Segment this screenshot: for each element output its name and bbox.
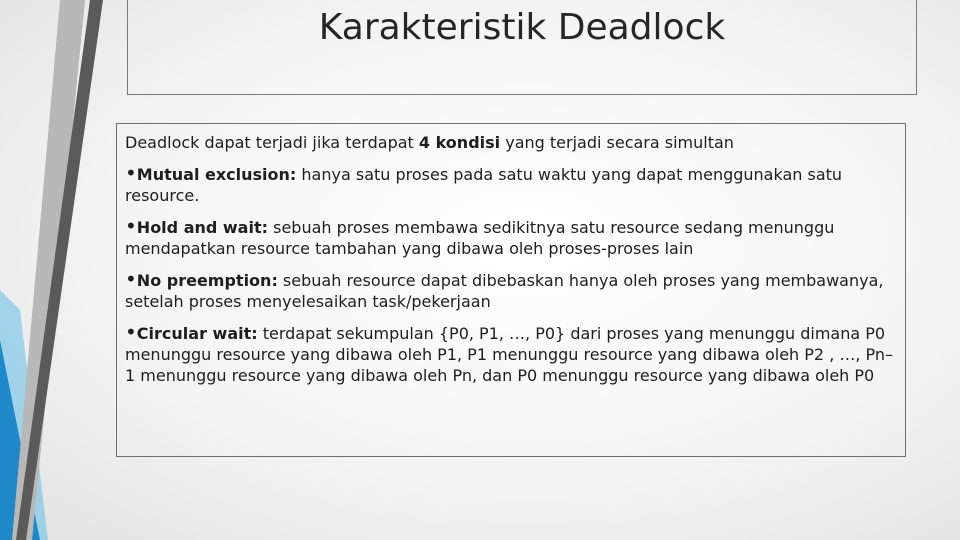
- bullet: •: [125, 161, 137, 185]
- bullet: •: [125, 214, 137, 238]
- intro-bold: 4 kondisi: [418, 133, 501, 152]
- intro-text: [125, 132, 895, 153]
- stripe-gray: [12, 0, 85, 540]
- item-text: hanya satu proses pada satu waktu yang dapat menggunakan satu resource.: [125, 165, 843, 205]
- content-box: [116, 123, 906, 457]
- bullet: •: [125, 320, 137, 344]
- list-item-mutual-exclusion: [125, 163, 895, 206]
- item-term: Circular wait:: [136, 324, 258, 343]
- list-item-circular-wait: [125, 322, 895, 386]
- bullet: •: [125, 267, 137, 291]
- item-text: sebuah resource dapat dibebaskan hanya oleh proses yang membawanya, setelah proses menyelesaikan task/pekerjaan: [125, 271, 884, 311]
- intro-after: yang terjadi secara simultan: [500, 133, 734, 152]
- item-term: Hold and wait:: [136, 218, 269, 237]
- item-term: No preemption:: [136, 271, 278, 290]
- item-text: sebuah proses membawa sedikitnya satu resource sedang menunggu mendapatkan resource tambahan yang dibawa oleh proses-proses lain: [125, 218, 835, 258]
- intro-before: Deadlock dapat terjadi jika terdapat: [125, 133, 419, 152]
- title-box: [127, 0, 917, 95]
- item-text: terdapat sekumpulan {P0, P1, …, P0} dari proses yang menunggu dimana P0 menunggu resource yang dibawa oleh P1, P1 menunggu resource yang dibawa oleh P2 , …, Pn–1 menunggu resource yang dibawa oleh Pn, dan P0 menunggu resource yang dibawa oleh P0: [125, 324, 894, 385]
- list-item-no-preemption: [125, 269, 895, 312]
- list-item-hold-and-wait: [125, 216, 895, 259]
- page-title: Karakteristik Deadlock: [318, 7, 726, 48]
- decorative-stripes: [0, 0, 110, 540]
- item-term: Mutual exclusion:: [136, 165, 297, 184]
